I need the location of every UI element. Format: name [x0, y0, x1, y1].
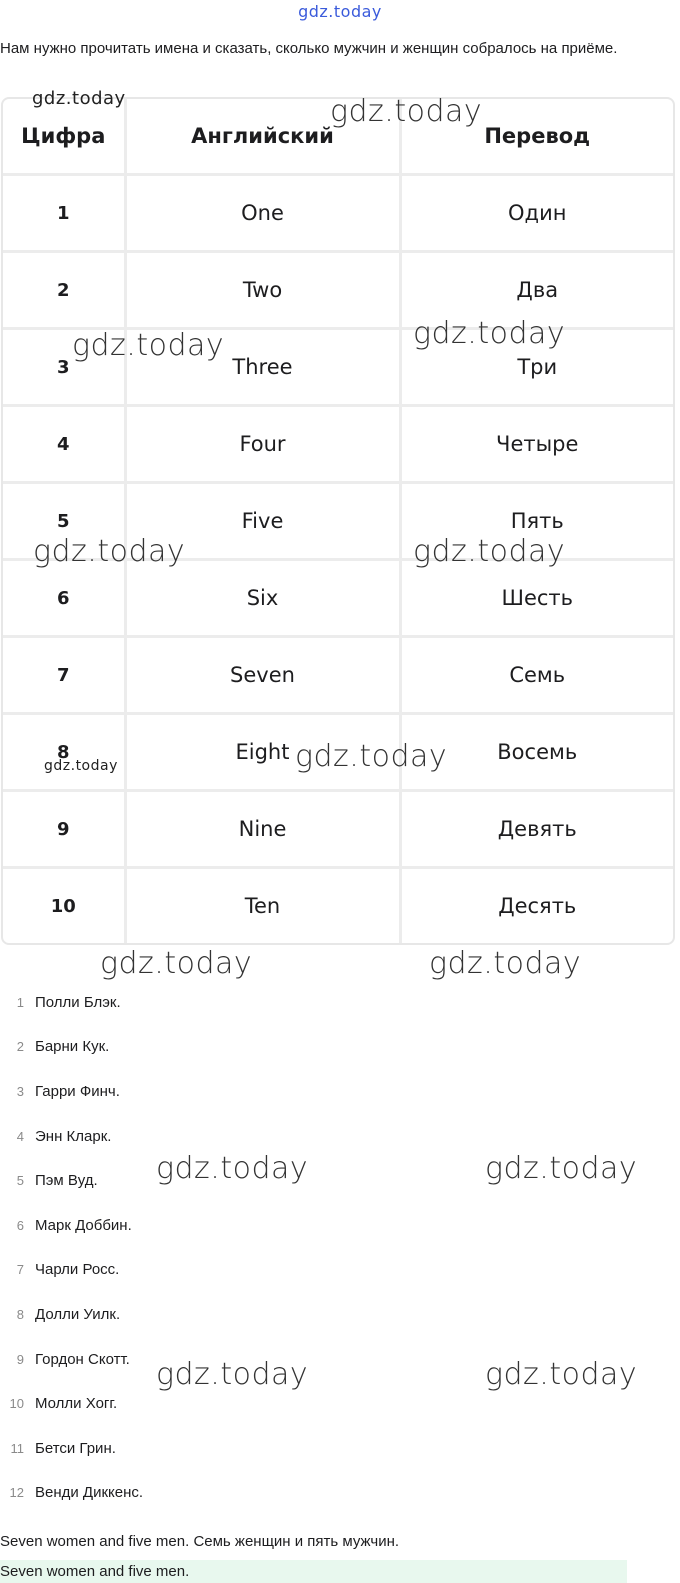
- table-header-row: [3, 99, 673, 175]
- cell-digit: 3: [3, 329, 125, 406]
- watermark: gdz.today: [32, 88, 126, 109]
- numbers-table: [1, 97, 675, 945]
- table-row: [3, 252, 673, 329]
- table-row: [3, 868, 673, 944]
- list-item-number: 9: [16, 1351, 24, 1367]
- list-item-text: Молли Хогг.: [35, 1395, 118, 1413]
- watermark: gdz.today: [485, 1357, 638, 1392]
- list-item: [0, 1114, 660, 1159]
- watermark: gdz.today: [156, 1357, 309, 1392]
- list-item-number: 6: [16, 1217, 24, 1233]
- cell-translation: Четыре: [400, 406, 673, 483]
- list-item-text: Гарри Финч.: [35, 1082, 120, 1100]
- list-item-number: 10: [9, 1396, 24, 1412]
- cell-english: One: [125, 175, 400, 252]
- watermark: gdz.today: [295, 739, 448, 774]
- list-item-text: Барни Кук.: [35, 1038, 110, 1056]
- cell-english: Nine: [125, 791, 400, 868]
- list-item-number: 3: [16, 1083, 24, 1099]
- cell-digit: 10: [3, 868, 125, 944]
- table-row: [3, 637, 673, 714]
- watermark: gdz.today: [44, 758, 118, 774]
- cell-digit: 8: [3, 714, 125, 791]
- list-item-text: Гордон Скотт.: [35, 1350, 130, 1368]
- cell-translation: Девять: [400, 791, 673, 868]
- answer-full: Seven women and five men. Семь женщин и пять мужчин.: [0, 1533, 400, 1550]
- watermark: gdz.today: [485, 1151, 638, 1186]
- list-item: [0, 1426, 660, 1471]
- table-row: [3, 791, 673, 868]
- list-item-text: Марк Доббин.: [35, 1216, 132, 1234]
- list-item-number: 12: [9, 1485, 24, 1501]
- cell-translation: Пять: [400, 483, 673, 560]
- names-list: [0, 980, 660, 1515]
- watermark: gdz.today: [330, 94, 483, 129]
- cell-english: Seven: [125, 637, 400, 714]
- cell-translation: Шесть: [400, 560, 673, 637]
- table-row: [3, 329, 673, 406]
- list-item-number: 4: [16, 1128, 24, 1144]
- cell-english: Three: [125, 329, 400, 406]
- list-item-text: Полли Блэк.: [35, 993, 121, 1011]
- header-english: Английский: [125, 99, 400, 175]
- list-item-number: 7: [16, 1262, 24, 1278]
- watermark: gdz.today: [33, 534, 186, 569]
- answer-short: Seven women and five men.: [0, 1560, 627, 1583]
- cell-english: Six: [125, 560, 400, 637]
- cell-digit: 6: [3, 560, 125, 637]
- cell-translation: Восемь: [400, 714, 673, 791]
- table-row: [3, 714, 673, 791]
- list-item-text: Чарли Росс.: [35, 1261, 120, 1279]
- cell-translation: Два: [400, 252, 673, 329]
- watermark: gdz.today: [413, 316, 566, 351]
- table-row: [3, 483, 673, 560]
- cell-english: Eight: [125, 714, 400, 791]
- table-row: [3, 175, 673, 252]
- list-item-text: Венди Диккенс.: [35, 1484, 144, 1502]
- cell-english: Four: [125, 406, 400, 483]
- watermark: gdz.today: [100, 946, 253, 981]
- cell-english: Ten: [125, 868, 400, 944]
- cell-digit: 2: [3, 252, 125, 329]
- list-item: [0, 1337, 660, 1382]
- cell-digit: 9: [3, 791, 125, 868]
- watermark: gdz.today: [429, 946, 582, 981]
- site-logo[interactable]: gdz.today: [298, 2, 382, 21]
- list-item: [0, 1203, 660, 1248]
- watermark: gdz.today: [156, 1151, 309, 1186]
- list-item: [0, 1069, 660, 1114]
- header-digit: Цифра: [3, 99, 125, 175]
- list-item-text: Пэм Вуд.: [35, 1172, 98, 1190]
- list-item-number: 8: [16, 1306, 24, 1322]
- list-item-text: Бетси Грин.: [35, 1439, 116, 1457]
- cell-digit: 1: [3, 175, 125, 252]
- cell-translation: Семь: [400, 637, 673, 714]
- header-translation: Перевод: [400, 99, 673, 175]
- list-item-number: 5: [16, 1173, 24, 1189]
- intro-text: Нам нужно прочитать имена и сказать, сколько мужчин и женщин собралось на приёме.: [0, 40, 618, 57]
- cell-translation: Десять: [498, 894, 577, 918]
- list-item: [0, 1025, 660, 1070]
- list-item: [0, 1292, 660, 1337]
- list-item-number: 11: [10, 1440, 24, 1456]
- watermark: gdz.today: [413, 534, 566, 569]
- list-item-number: 1: [16, 994, 24, 1010]
- list-item: [0, 1248, 660, 1293]
- list-item-text: Долли Уилк.: [35, 1305, 121, 1323]
- cell-digit: 7: [3, 637, 125, 714]
- list-item-number: 2: [16, 1039, 24, 1055]
- list-item: [0, 1158, 660, 1203]
- watermark: gdz.today: [72, 328, 225, 363]
- cell-digit: 5: [3, 483, 125, 560]
- cell-english: Five: [125, 483, 400, 560]
- list-item: [0, 1381, 660, 1426]
- cell-digit: 4: [3, 406, 125, 483]
- cell-translation: Один: [400, 175, 673, 252]
- list-item: [0, 1471, 660, 1516]
- list-item-text: Энн Кларк.: [35, 1127, 112, 1145]
- list-item: [0, 980, 660, 1025]
- table-row: [3, 406, 673, 483]
- table-row: [3, 560, 673, 637]
- cell-translation: Три: [400, 329, 673, 406]
- cell-english: Two: [125, 252, 400, 329]
